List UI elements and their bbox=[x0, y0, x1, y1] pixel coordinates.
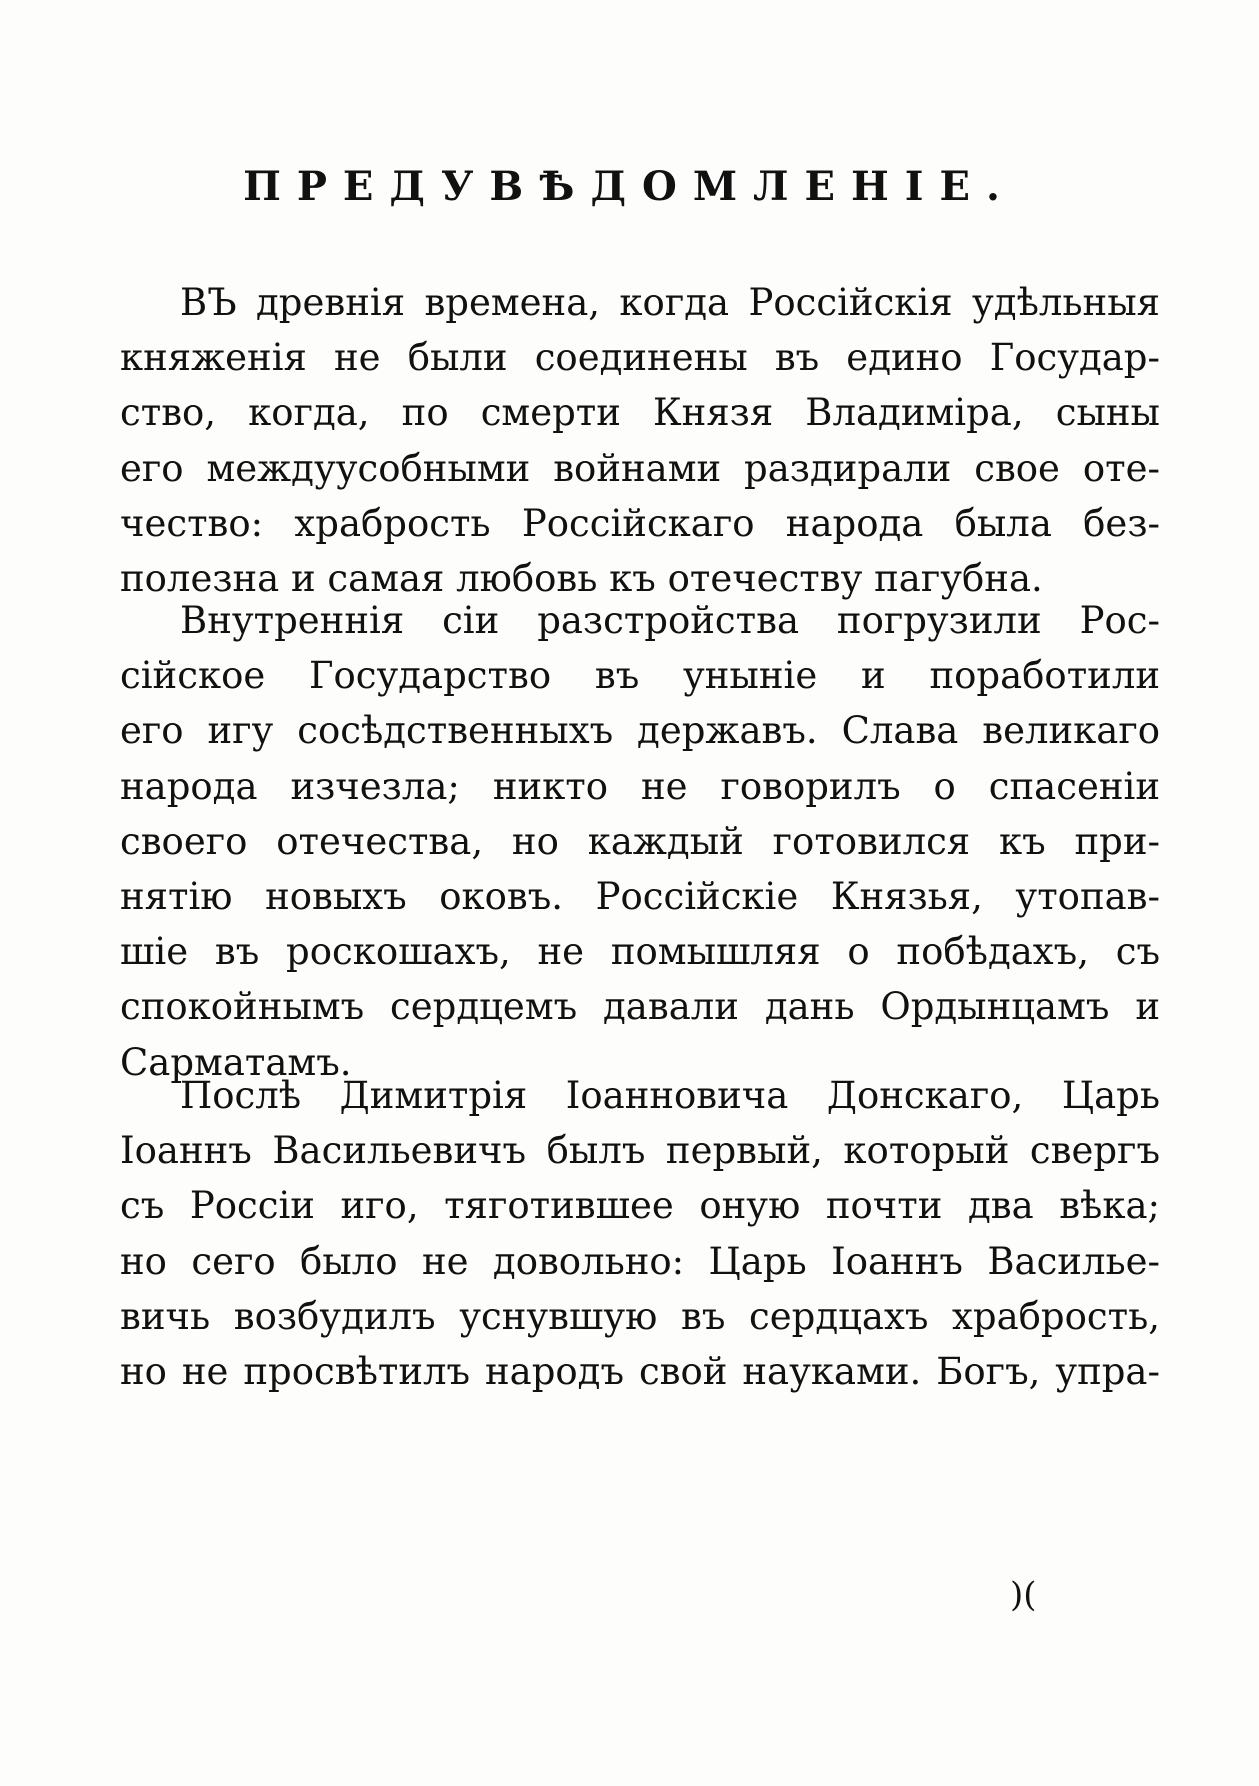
paragraph-2 bbox=[120, 593, 1160, 1090]
text-line: полезна и самая любовь къ отечеству пагубна. bbox=[120, 557, 1043, 601]
text-line: Послѣ Димитрія Іоанновича Донскаго, Царь bbox=[180, 1074, 1160, 1117]
text-line: княженія не были соединены въ едино Государ- bbox=[120, 336, 1160, 380]
page-heading: ПРЕДУВѢДОМЛЕНІЕ. bbox=[243, 162, 1016, 210]
paragraph-3 bbox=[120, 1068, 1160, 1399]
text-line: его междуусобными войнами раздирали свое оте- bbox=[120, 446, 1160, 490]
text-line: его игу сосѣдственныхъ державъ. Слава великаго bbox=[120, 709, 1160, 753]
text-line: сійское Государство въ уныніе и поработили bbox=[120, 654, 1160, 698]
text-line: съ Россіи иго, тяготившее оную почти два вѣка; bbox=[120, 1184, 1160, 1228]
text-line: чество: храбрость Россійскаго народа была без- bbox=[120, 501, 1160, 545]
text-line: народа изчезла; никто не говорилъ о спасеніи bbox=[120, 764, 1160, 808]
text-line: шіе въ роскошахъ, не помышляя о побѣдахъ, съ bbox=[120, 930, 1160, 974]
text-line: ство, когда, по смерти Князя Владиміра, сыны bbox=[120, 391, 1160, 435]
text-line: ВЪ древнія времена, когда Россійскія удѣльныя bbox=[180, 281, 1160, 324]
text-line: Іоаннъ Васильевичъ былъ первый, который свергъ bbox=[120, 1129, 1160, 1173]
paragraph-1 bbox=[120, 275, 1160, 606]
text-line: Сарматамъ. bbox=[120, 1040, 352, 1084]
text-line: нятію новыхъ оковъ. Россійскіе Князья, утопав- bbox=[120, 875, 1160, 919]
text-line: вичь возбудилъ уснувшую въ сердцахъ храбрость, bbox=[120, 1294, 1160, 1338]
text-line: спокойнымъ сердцемъ давали дань Ордынцамъ и bbox=[120, 985, 1160, 1029]
text-line: но сего было не довольно: Царь Іоаннъ Василье- bbox=[120, 1239, 1160, 1283]
text-line: Внутреннія сіи разстройства погрузили Рос- bbox=[180, 599, 1160, 642]
text-line: но не просвѣтилъ народъ свой науками. Богъ, упра- bbox=[120, 1350, 1160, 1394]
text-line: своего отечества, но каждый готовился къ при- bbox=[120, 819, 1160, 863]
catchword-mark: )( bbox=[1010, 1575, 1037, 1615]
